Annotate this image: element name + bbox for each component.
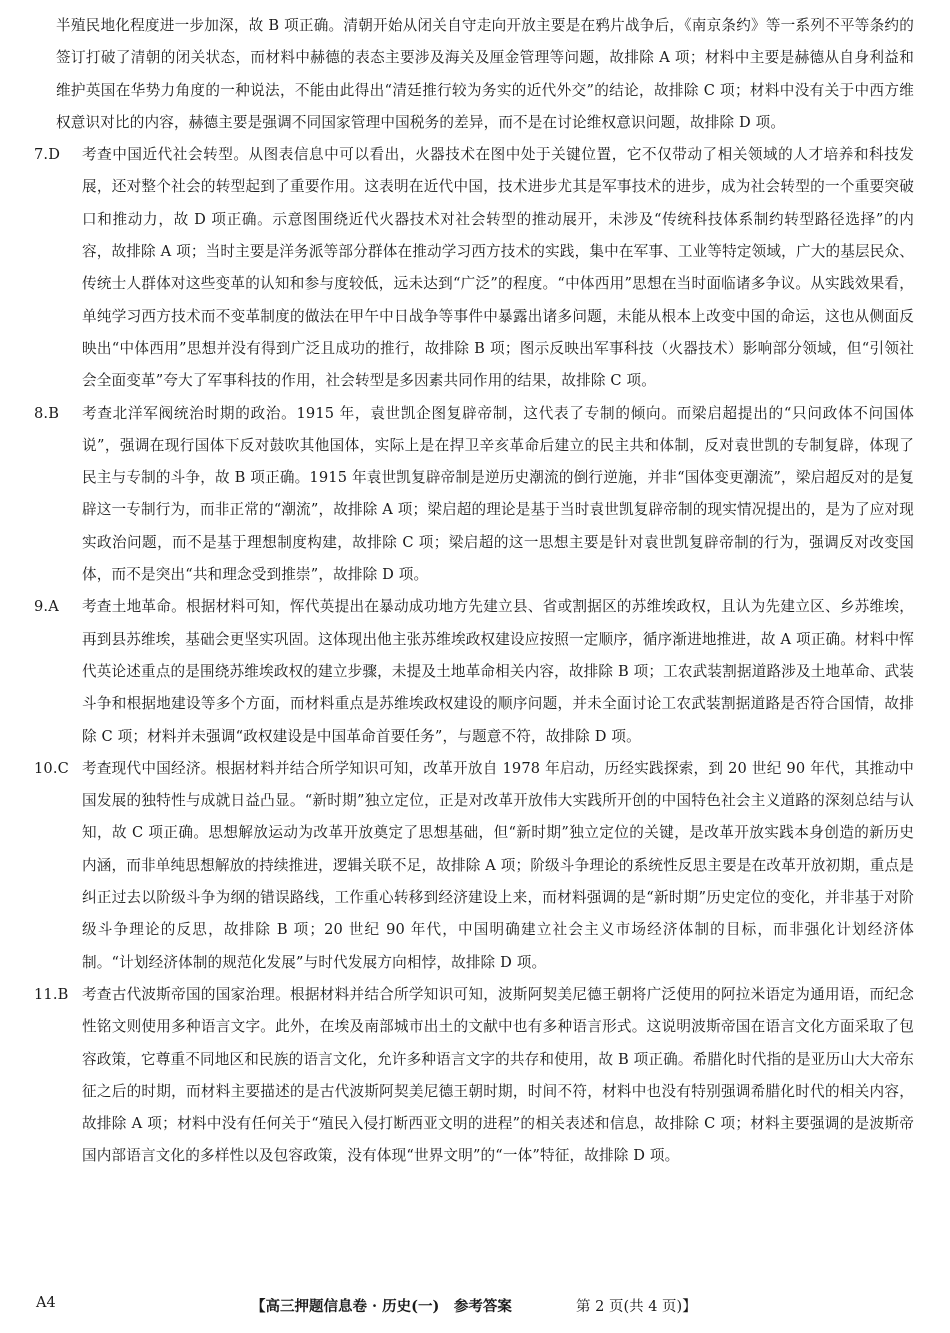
answer-item-7 (34, 139, 914, 397)
item-text: 考查古代波斯帝国的国家治理。根据材料并结合所学知识可知，波斯阿契美尼德王朝将广泛使用的阿拉米语定为通用语，而纪念性铭文则使用多种语言文字。此外，在埃及南部城市出土的文献中也有多种语言形式。这说明波斯帝国在语言文化方面采取了包容政策，它尊重不同地区和民族的语言文化，允许多种语言文字的共存和使用，故 B 项正确。希腊化时代指的是亚历山大大帝东征之后的时期，而材料主要描述的是古代波斯阿契美尼德王朝时期，时间不符，材料中也没有特别强调希腊化时代的相关内容，故排除 A 项；材料中没有任何关于“殖民入侵打断西亚文明的进程”的相关表述和信息，故排除 C 项；材料主要强调的是波斯帝国内部语言文化的多样性以及包容政策，没有体现“世界文明”的“一体”特征，故排除 D 项。 (82, 985, 914, 1165)
item-text: 考查土地革命。根据材料可知，恽代英提出在暴动成功地方先建立县、省或割据区的苏维埃政权，且认为先建立区、乡苏维埃，再到县苏维埃，基础会更坚实巩固。这体现出他主张苏维埃政权建设应按照一定顺序，循序渐进地推进，故 A 项正确。材料中恽代英论述重点的是围绕苏维埃政权的建立步骤，未提及土地革命相关内容，故排除 B 项；工农武装割据道路涉及土地革命、武装斗争和根据地建设等多个方面，而材料重点是苏维埃政权建设的顺序问题，并未全面讨论工农武装割据道路是否符合国情，故排除 C 项；材料并未强调“政权建设是中国革命首要任务”，与题意不符，故排除 D 项。 (82, 598, 914, 745)
answer-item-8 (34, 398, 914, 592)
item-answer: C (57, 759, 69, 777)
item-text: 考查北洋军阀统治时期的政治。1915 年，袁世凯企图复辟帝制，这代表了专制的倾向。而梁启超提出的“只问政体不问国体说”，强调在现行国体下反对鼓吹其他国体，实际上是在捍卫辛亥革命后建立的民主共和体制，反对袁世凯的专制复辟，体现了民主与专制的斗争，故 B 项正确。1915 年袁世凯复辟帝制是逆历史潮流的倒行逆施，并非“国体变更潮流”，梁启超反对的是复辟这一专制行为，而非正常的“潮流”，故排除 A 项；梁启超的理论是基于当时袁世凯复辟帝制的现实情况提出的，是为了应对现实政治问题，而不是基于理想制度构建，故排除 C 项；梁启超的这一思想主要是针对袁世凯复辟帝制的行为，强调反对改变国体，而不是突出“共和理念受到推崇”，故排除 D 项。 (82, 404, 914, 584)
item-answer: B (57, 985, 69, 1003)
item-answer: D (48, 146, 61, 164)
item-number: 8.B (34, 404, 60, 422)
item-number: 10.C (34, 759, 69, 777)
item-answer: B (48, 404, 60, 422)
footer-page-info: 第 2 页(共 4 页)】 (576, 1299, 697, 1315)
answer-content (34, 10, 914, 1173)
answer-item-9 (34, 591, 914, 752)
item-text: 考查中国近代社会转型。从图表信息中可以看出，火器技术在图中处于关键位置，它不仅带动了相关领域的人才培养和科技发展，还对整个社会的转型起到了重要作用。这表明在近代中国，技术进步尤其是军事技术的进步，成为社会转型的一个重要突破口和推动力，故 D 项正确。示意图围绕近代火器技术对社会转型的推动展开，未涉及“传统科技体系制约转型路径选择”的内容，故排除 A 项；当时主要是洋务派等部分群体在推动学习西方技术的实践，集中在军事、工业等特定领域，广大的基层民众、传统士人群体对这些变革的认知和参与度较低，远未达到“广泛”的程度。“中体西用”思想在当时面临诸多争议。从实践效果看，单纯学习西方技术而不变革制度的做法在甲午中日战争等事件中暴露出诸多问题，未能从根本上改变中国的命运，这也从侧面反映出“中体西用”思想并没有得到广泛且成功的推行，故排除 B 项；图示反映出军事科技（火器技术）影响部分领域，但“引领社会全面变革”夸大了军事科技的作用，社会转型是多因素共同作用的结果，故排除 C 项。 (82, 146, 914, 390)
page-footer (36, 1295, 916, 1325)
footer-code: A4 (36, 1295, 56, 1311)
answer-item-10 (34, 753, 914, 979)
intro-paragraph: 半殖民地化程度进一步加深，故 B 项正确。清朝开始从闭关自守走向开放主要是在鸦片战争后，《南京条约》等一系列不平等条约的签订打破了清朝的闭关状态，而材料中赫德的表态主要涉及海关及厘金管理等问题，故排除 A 项；材料中主要是赫德从自身利益和维护英国在华势力角度的一种说法，不能由此得出“清廷推行较为务实的近代外交”的结论，故排除 C 项；材料中没有关于中西方维权意识对比的内容，赫德主要是强调不同国家管理中国税务的差异，而不是在讨论维权意识问题，故排除 D 项。 (56, 17, 914, 131)
footer-title: 【高三押题信息卷 · 历史(一) 参考答案 (251, 1298, 512, 1315)
answer-item-11 (34, 979, 914, 1173)
item-answer: A (48, 598, 59, 616)
item-text: 考查现代中国经济。根据材料并结合所学知识可知，改革开放自 1978 年启动，历经实践探索，到 20 世纪 90 年代，其推动中国发展的独特性与成就日益凸显。“新时期”独立定位，正是对改革开放伟大实践所开创的中国特色社会主义道路的深刻总结与认知，故 C 项正确。思想解放运动为改革开放奠定了思想基础，但“新时期”独立定位的关键，是改革开放实践本身创造的新历史内涵，而非单纯思想解放的持续推进，逻辑关联不足，故排除 A 项；阶级斗争理论的系统性反思主要是在改革开放初期，重点是纠正过去以阶级斗争为纲的错误路线，工作重心转移到经济建设上来，而材料强调的是“新时期”历史定位的变化，并非基于对阶级斗争理论的反思，故排除 B 项；20 世纪 90 年代，中国明确建立社会主义市场经济体制的目标，而非强化计划经济体制。“计划经济体制的规范化发展”与时代发展方向相悖，故排除 D 项。 (82, 759, 914, 971)
item-number: 9.A (34, 598, 59, 616)
item-number: 11.B (34, 985, 69, 1003)
item-number: 7.D (34, 146, 61, 164)
